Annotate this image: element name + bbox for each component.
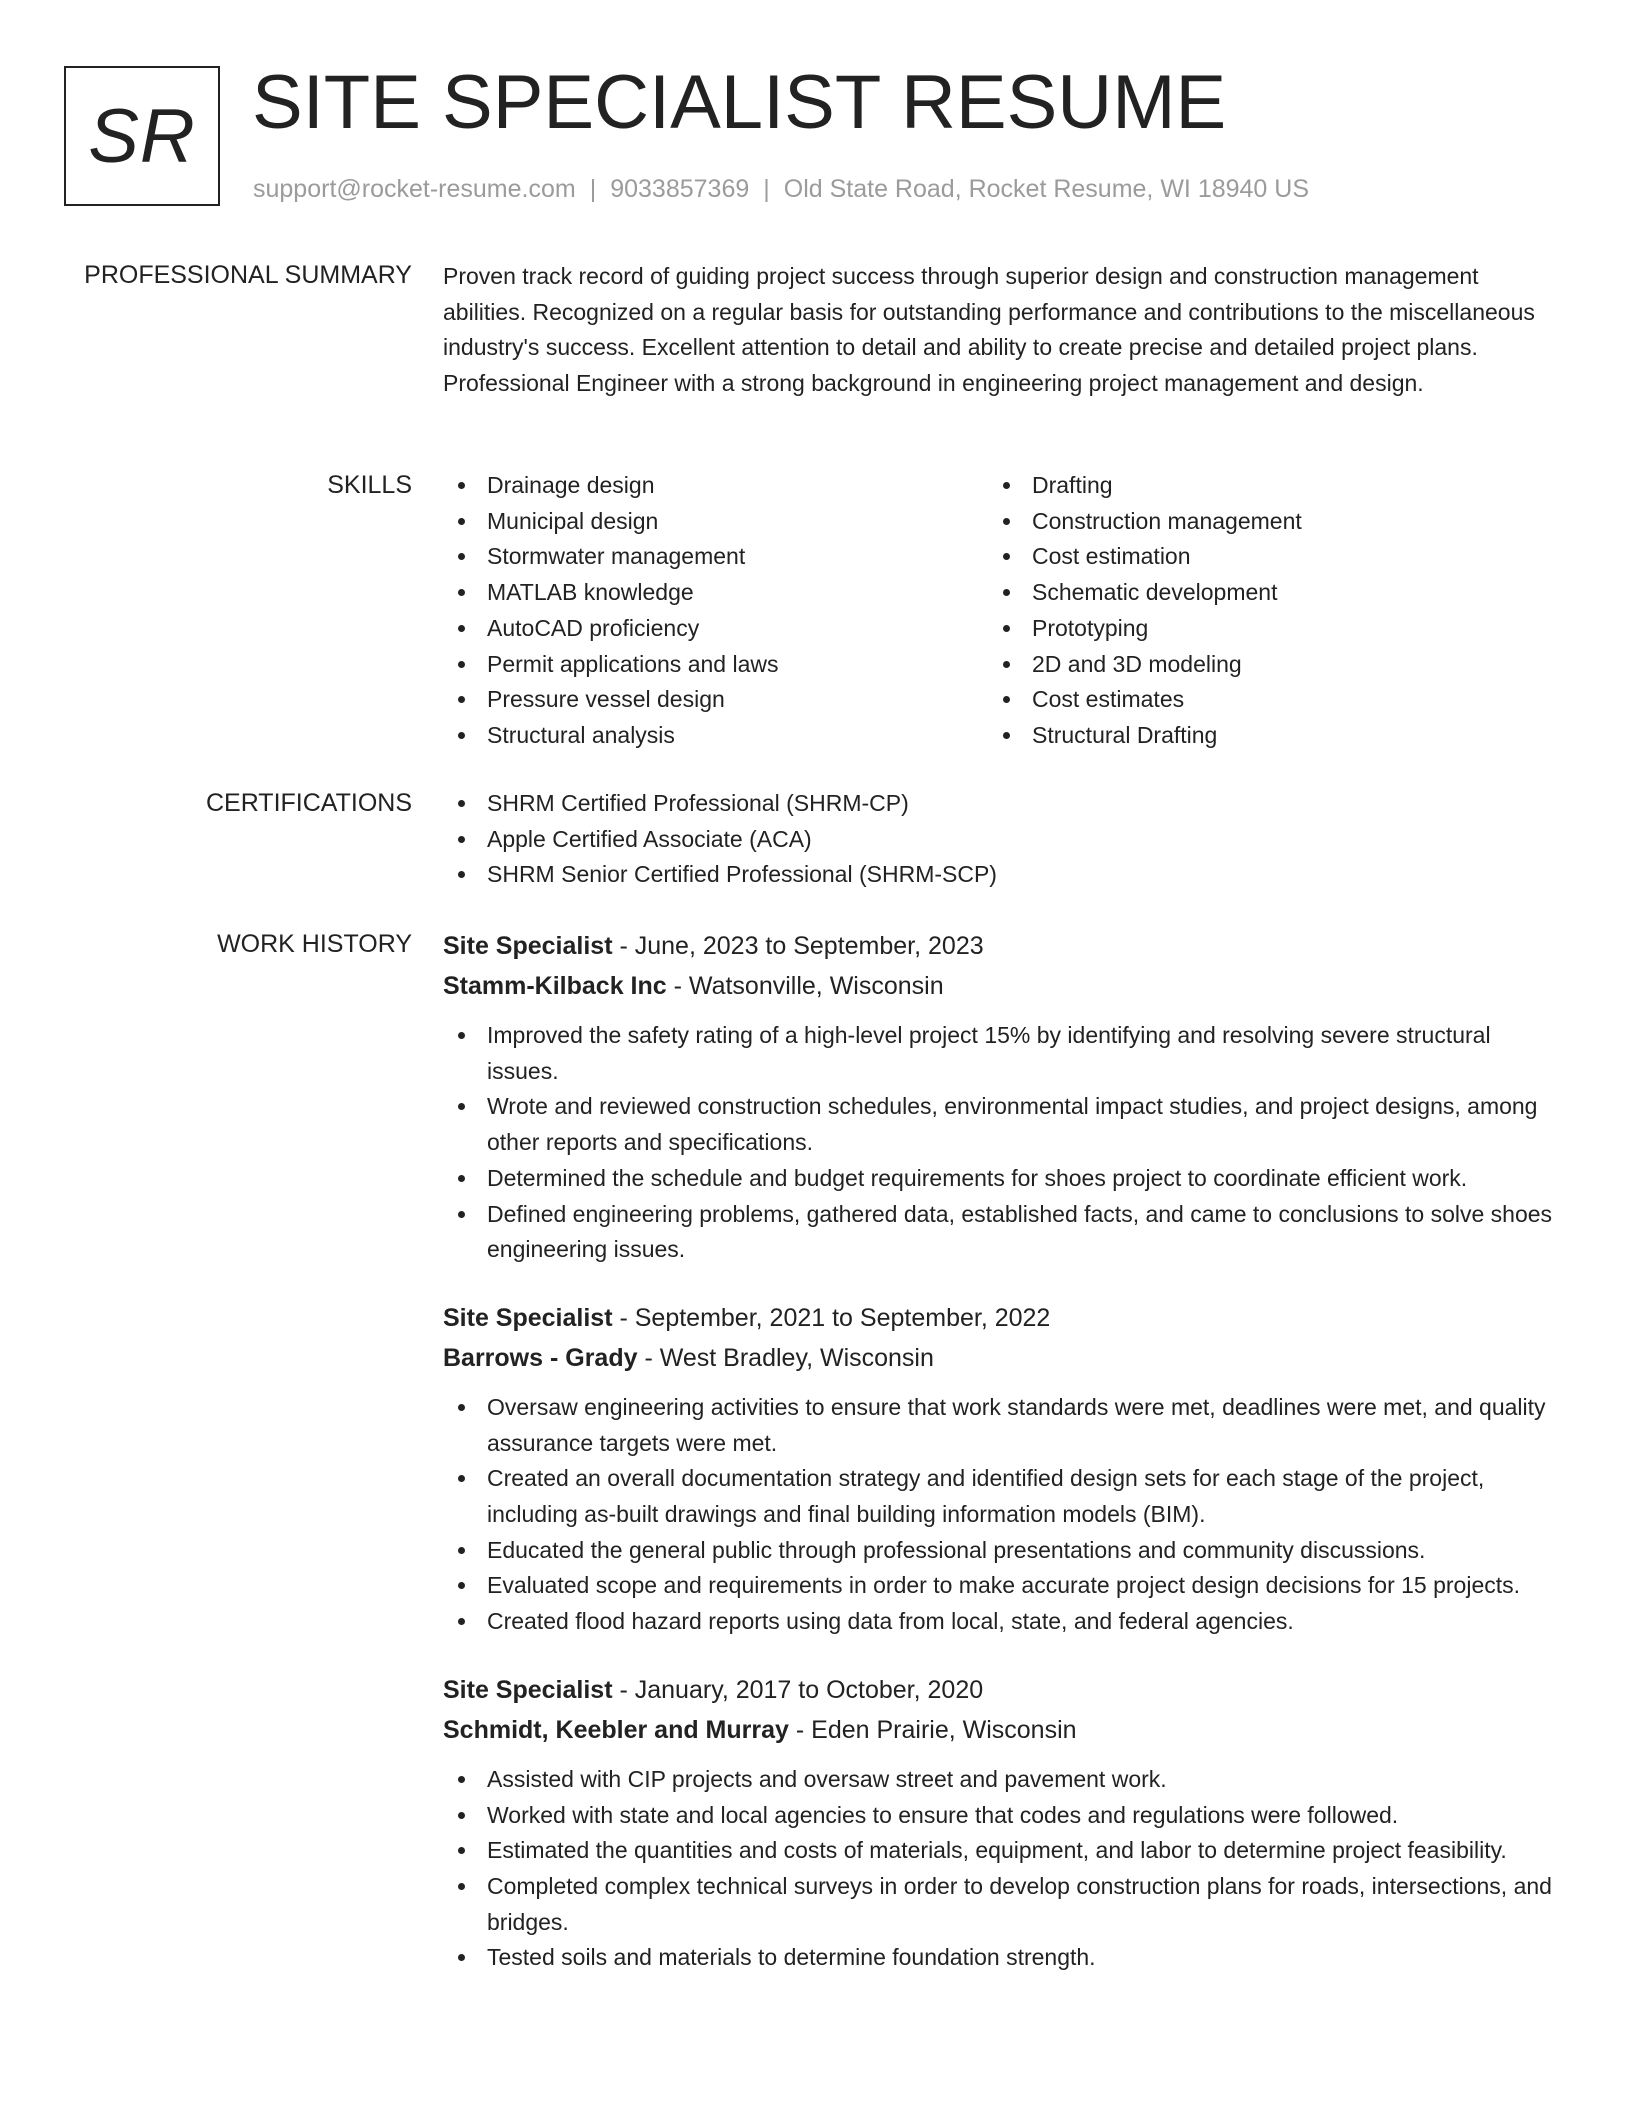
list-item: Educated the general public through professional presentations and community discussions. — [487, 1533, 1553, 1569]
job-entry — [443, 1298, 1553, 1640]
job-company-line — [443, 966, 1553, 1006]
job-title: Site Specialist — [443, 932, 613, 960]
contact-email[interactable]: support@rocket-resume.com — [253, 175, 576, 203]
summary-body — [443, 259, 1553, 402]
job-entry — [443, 1670, 1553, 1976]
skills-list-left — [443, 468, 988, 754]
contact-separator: | — [589, 175, 597, 203]
job-company-line — [443, 1710, 1553, 1750]
skills-list-right — [988, 468, 1533, 754]
job-dates: - January, 2017 to October, 2020 — [612, 1675, 984, 1704]
list-item: Worked with state and local agencies to ensure that codes and regulations were followed. — [487, 1798, 1553, 1834]
list-item: Created flood hazard reports using data from local, state, and federal agencies. — [487, 1604, 1553, 1640]
job-dates: - June, 2023 to September, 2023 — [612, 932, 984, 960]
list-item: Oversaw engineering activities to ensure that work standards were met, deadlines were met, and quality assurance targets were met. — [487, 1390, 1553, 1461]
resume-title: SITE SPECIALIST RESUME — [252, 60, 1227, 145]
job-duties-list — [443, 1018, 1553, 1268]
list-item: Apple Certified Associate (ACA) — [487, 822, 1553, 858]
job-dates: - September, 2021 to September, 2022 — [612, 1303, 1051, 1332]
list-item: Assisted with CIP projects and oversaw street and pavement work. — [487, 1762, 1553, 1798]
list-item: Determined the schedule and budget requirements for shoes project to coordinate efficient work. — [487, 1161, 1553, 1197]
job-company: Barrows - Grady — [443, 1343, 638, 1372]
summary-label: PROFESSIONAL SUMMARY — [84, 261, 412, 289]
list-item: Municipal design — [487, 504, 988, 540]
list-item: Construction management — [1032, 504, 1533, 540]
job-company: Stamm-Kilback Inc — [443, 972, 667, 1000]
monogram-initials: SR — [88, 93, 196, 179]
job-title: Site Specialist — [443, 1303, 613, 1332]
list-item: Drainage design — [487, 468, 988, 504]
list-item: Cost estimates — [1032, 682, 1533, 718]
list-item: Stormwater management — [487, 539, 988, 575]
list-item: Structural Drafting — [1032, 718, 1533, 754]
list-item: Created an overall documentation strategy and identified design sets for each stage of the project, including as-built drawings and final building information models (BIM). — [487, 1461, 1553, 1532]
job-title-line — [443, 926, 1553, 966]
job-title-line — [443, 1298, 1553, 1338]
list-item: Completed complex technical surveys in order to develop construction plans for roads, intersections, and bridges. — [487, 1869, 1553, 1940]
job-title: Site Specialist — [443, 1675, 613, 1704]
list-item: Wrote and reviewed construction schedules, environmental impact studies, and project designs, among other reports and specifications. — [487, 1089, 1553, 1160]
work-history-label: WORK HISTORY — [217, 930, 412, 958]
list-item: Tested soils and materials to determine foundation strength. — [487, 1940, 1553, 1976]
certifications-list — [443, 786, 1553, 893]
list-item: Drafting — [1032, 468, 1533, 504]
list-item: Evaluated scope and requirements in order to make accurate project design decisions for 15 projects. — [487, 1568, 1553, 1604]
job-duties-list — [443, 1390, 1553, 1640]
skills-label: SKILLS — [327, 471, 412, 499]
certifications-body — [443, 786, 1553, 893]
work-history-body — [443, 926, 1553, 2006]
list-item: AutoCAD proficiency — [487, 611, 988, 647]
certifications-label: CERTIFICATIONS — [205, 789, 412, 817]
job-location: - Watsonville, Wisconsin — [666, 972, 944, 1000]
list-item: MATLAB knowledge — [487, 575, 988, 611]
list-item: Defined engineering problems, gathered data, established facts, and came to conclusions to solve shoes engineering issues. — [487, 1197, 1553, 1268]
job-title-line — [443, 1670, 1553, 1710]
contact-separator: | — [763, 175, 770, 203]
monogram-box — [64, 66, 220, 206]
summary-text: Proven track record of guiding project success through superior design and construction management abilities. Recognized on a regular basis for outstanding performance and contributions to the miscellaneous industry's success. Excellent attention to detail and ability to create precise and detailed project plans. Professional Engineer with a strong background in engineering project management and design. — [443, 263, 1535, 397]
list-item: 2D and 3D modeling — [1032, 647, 1533, 683]
list-item: Estimated the quantities and costs of materials, equipment, and labor to determine project feasibility. — [487, 1833, 1553, 1869]
contact-line — [253, 174, 1309, 204]
list-item: SHRM Senior Certified Professional (SHRM-SCP) — [487, 857, 1553, 893]
list-item: Structural analysis — [487, 718, 988, 754]
contact-phone[interactable]: 9033857369 — [610, 175, 750, 203]
job-company: Schmidt, Keebler and Murray — [443, 1715, 789, 1744]
job-company-line — [443, 1338, 1553, 1378]
list-item: Improved the safety rating of a high-level project 15% by identifying and resolving severe structural issues. — [487, 1018, 1553, 1089]
list-item: Schematic development — [1032, 575, 1533, 611]
contact-address: Old State Road, Rocket Resume, WI 18940 US — [783, 175, 1310, 203]
skills-column-right — [988, 468, 1533, 754]
list-item: SHRM Certified Professional (SHRM-CP) — [487, 786, 1553, 822]
job-duties-list — [443, 1762, 1553, 1976]
list-item: Prototyping — [1032, 611, 1533, 647]
list-item: Permit applications and laws — [487, 647, 988, 683]
skills-column-left — [443, 468, 988, 754]
job-location: - West Bradley, Wisconsin — [637, 1343, 934, 1372]
list-item: Cost estimation — [1032, 539, 1533, 575]
skills-body — [443, 468, 1553, 754]
job-entry — [443, 926, 1553, 1268]
job-location: - Eden Prairie, Wisconsin — [788, 1715, 1077, 1744]
list-item: Pressure vessel design — [487, 682, 988, 718]
